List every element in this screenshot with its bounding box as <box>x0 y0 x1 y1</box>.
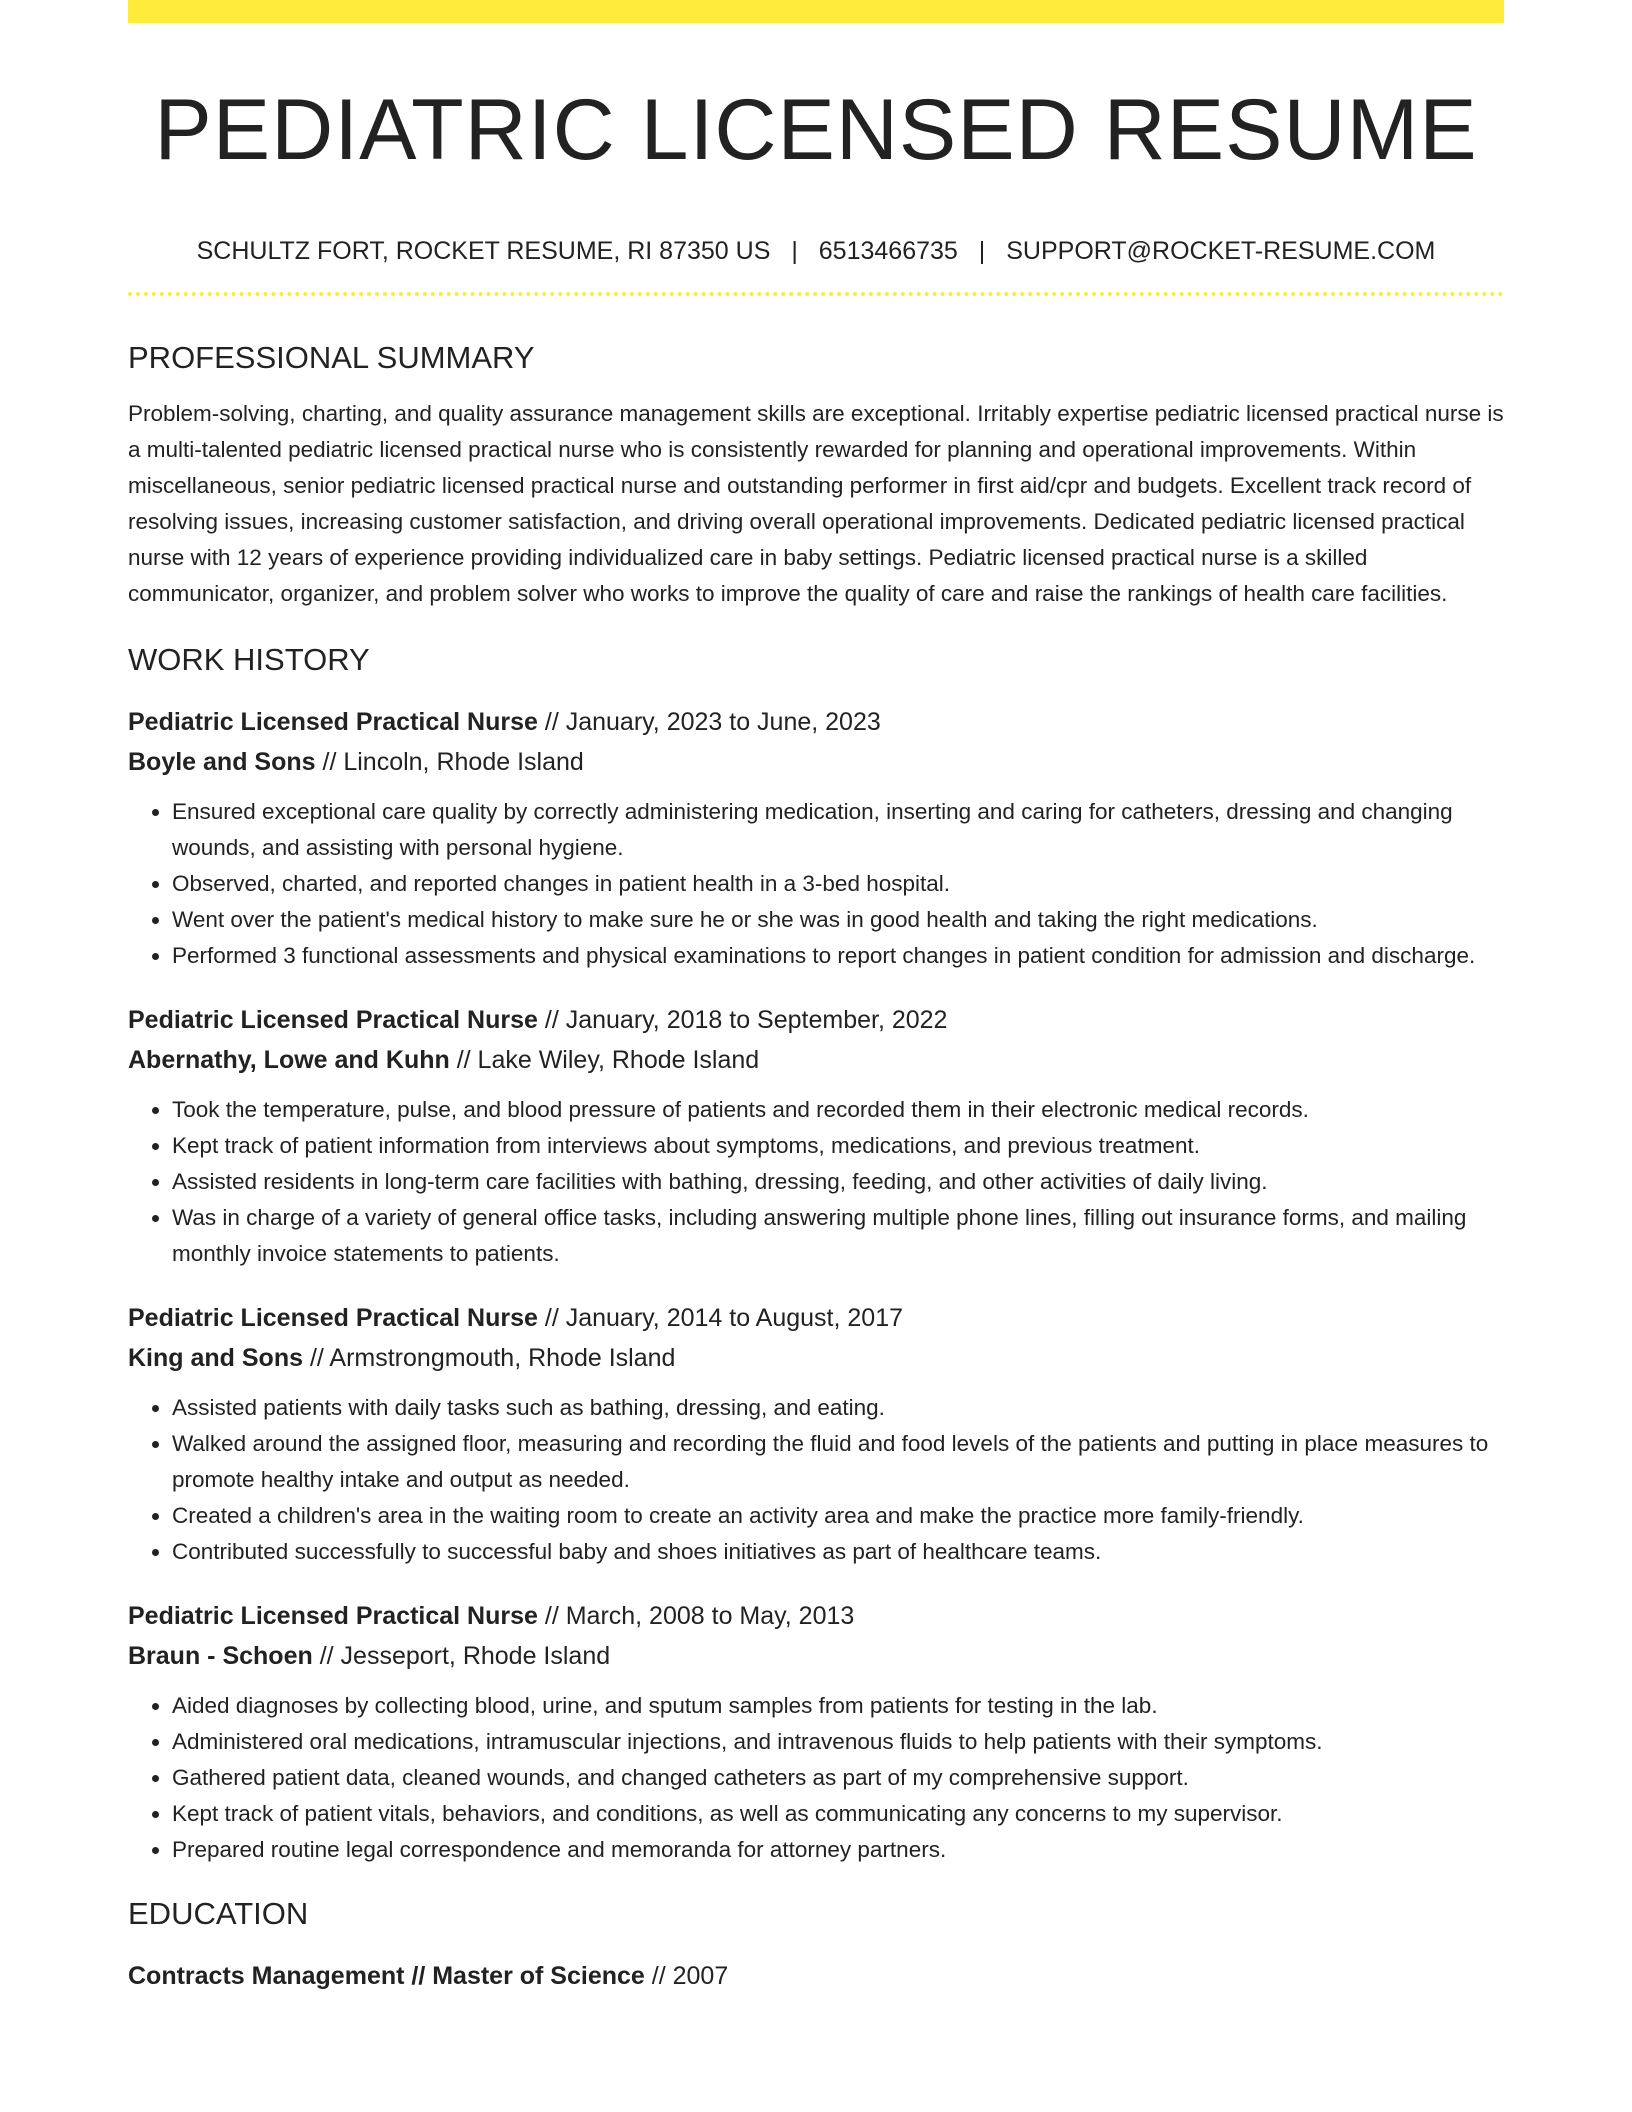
contact-email: SUPPORT@ROCKET-RESUME.COM <box>1006 237 1436 265</box>
contact-separator: | <box>978 237 986 265</box>
job-dates: // January, 2023 to June, 2023 <box>544 708 881 736</box>
education-heading: EDUCATION <box>128 1896 309 1931</box>
job-duty-item: • Was in charge of a variety of general office tasks, including answering multiple phone lines, filling out insurance forms, and mailing monthly invoice statements to patients. <box>172 1200 1504 1272</box>
job-title-line <box>128 702 1504 742</box>
job-location: // Lake Wiley, Rhode Island <box>456 1046 760 1074</box>
job-duty-item: • Went over the patient's medical history to make sure he or she was in good health and taking the right medications. <box>172 902 1504 938</box>
job-entry <box>128 1000 1504 1272</box>
job-company-line <box>128 1636 1504 1676</box>
job-duties-list <box>128 1092 1504 1272</box>
job-title: Pediatric Licensed Practical Nurse <box>128 1304 538 1332</box>
job-duties-list <box>128 1390 1504 1570</box>
job-duty-item: • Gathered patient data, cleaned wounds, and changed catheters as part of my comprehensive support. <box>172 1760 1504 1796</box>
job-duty-item: • Ensured exceptional care quality by correctly administering medication, inserting and caring for catheters, dressing and changing wounds, and assisting with personal hygiene. <box>172 794 1504 866</box>
summary-text: Problem-solving, charting, and quality assurance management skills are exceptional. Irritably expertise pediatric licensed practical nurse is a multi-talented pediatric licensed practical nurse who is consistently rewarded for planning and operational improvements. Within miscellaneous, senior pediatric licensed practical nurse and outstanding performer in first aid/cpr and budgets. Excellent track record of resolving issues, increasing customer satisfaction, and driving overall operational improvements. Dedicated pediatric licensed practical nurse with 12 years of experience providing individualized care in baby settings. Pediatric licensed practical nurse is a skilled communicator, organizer, and problem solver who works to improve the quality of care and raise the rankings of health care facilities. <box>128 401 1504 606</box>
job-duty-item: • Created a children's area in the waiting room to create an activity area and make the practice more family-friendly. <box>172 1498 1504 1534</box>
contact-address: SCHULTZ FORT, ROCKET RESUME, RI 87350 US <box>196 237 771 265</box>
job-title-line <box>128 1298 1504 1338</box>
contact-phone: 6513466735 <box>818 237 958 265</box>
job-location: // Lincoln, Rhode Island <box>322 748 584 776</box>
job-duty-item: • Prepared routine legal correspondence and memoranda for attorney partners. <box>172 1832 1504 1868</box>
job-company-line <box>128 1040 1504 1080</box>
dotted-divider <box>128 292 1504 296</box>
job-title: Pediatric Licensed Practical Nurse <box>128 1602 538 1630</box>
job-title: Pediatric Licensed Practical Nurse <box>128 708 538 736</box>
job-entry <box>128 1596 1504 1868</box>
contact-line <box>128 236 1504 266</box>
job-company: Abernathy, Lowe and Kuhn <box>128 1046 450 1074</box>
job-dates: // January, 2014 to August, 2017 <box>544 1304 904 1332</box>
job-duty-item: • Assisted patients with daily tasks such as bathing, dressing, and eating. <box>172 1390 1504 1426</box>
job-company: King and Sons <box>128 1344 303 1372</box>
job-duty-item: • Kept track of patient information from interviews about symptoms, medications, and previous treatment. <box>172 1128 1504 1164</box>
job-duties-list <box>128 1688 1504 1868</box>
job-location: // Armstrongmouth, Rhode Island <box>309 1344 676 1372</box>
job-duty-item: • Aided diagnoses by collecting blood, urine, and sputum samples from patients for testing in the lab. <box>172 1688 1504 1724</box>
job-duty-item: • Contributed successfully to successful baby and shoes initiatives as part of healthcare teams. <box>172 1534 1504 1570</box>
job-duty-item: • Observed, charted, and reported changes in patient health in a 3-bed hospital. <box>172 866 1504 902</box>
job-duty-item: • Kept track of patient vitals, behaviors, and conditions, as well as communicating any concerns to my supervisor. <box>172 1796 1504 1832</box>
education-entry <box>128 1956 1504 1996</box>
job-title: Pediatric Licensed Practical Nurse <box>128 1006 538 1034</box>
page-title: PEDIATRIC LICENSED RESUME <box>154 82 1478 178</box>
job-duty-item: • Performed 3 functional assessments and physical examinations to report changes in patient condition for admission and discharge. <box>172 938 1504 974</box>
education-year: // 2007 <box>651 1962 729 1990</box>
job-title-line <box>128 1000 1504 1040</box>
job-company-line <box>128 1338 1504 1378</box>
job-duties-list <box>128 794 1504 974</box>
job-dates: // January, 2018 to September, 2022 <box>544 1006 948 1034</box>
summary-heading: PROFESSIONAL SUMMARY <box>128 340 535 375</box>
job-company: Braun - Schoen <box>128 1642 313 1670</box>
contact-separator: | <box>791 237 798 265</box>
job-duty-item: • Walked around the assigned floor, measuring and recording the fluid and food levels of the patients and putting in place measures to promote healthy intake and output as needed. <box>172 1426 1504 1498</box>
job-dates: // March, 2008 to May, 2013 <box>544 1602 855 1630</box>
job-duty-item: • Administered oral medications, intramuscular injections, and intravenous fluids to help patients with their symptoms. <box>172 1724 1504 1760</box>
education-degree: Contracts Management // Master of Science <box>128 1962 645 1990</box>
job-title-line <box>128 1596 1504 1636</box>
job-duty-item: • Assisted residents in long-term care facilities with bathing, dressing, feeding, and other activities of daily living. <box>172 1164 1504 1200</box>
job-company: Boyle and Sons <box>128 748 316 776</box>
work-history-heading: WORK HISTORY <box>128 642 370 677</box>
job-duty-item: • Took the temperature, pulse, and blood pressure of patients and recorded them in their electronic medical records. <box>172 1092 1504 1128</box>
job-company-line <box>128 742 1504 782</box>
job-entry <box>128 1298 1504 1570</box>
resume-content <box>128 0 1504 1996</box>
job-entry <box>128 702 1504 974</box>
job-location: // Jesseport, Rhode Island <box>319 1642 611 1670</box>
